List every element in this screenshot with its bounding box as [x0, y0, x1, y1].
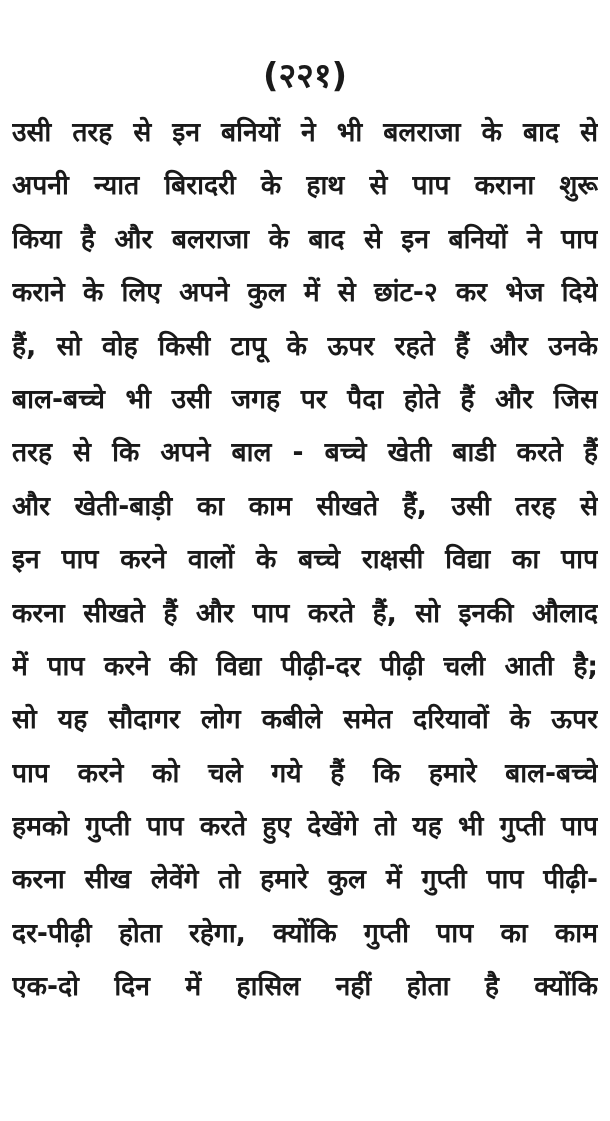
- text-line: और खेती-बाड़ी का काम सीखते हैं, उसी तरह से: [12, 490, 598, 522]
- text-line: उसी तरह से इन बनियों ने भी बलराजा के बाद से: [12, 117, 598, 148]
- text-line: में पाप करने की विद्या पीढ़ी-दर पीढ़ी चली आती है;: [12, 650, 598, 682]
- text-line: पाप करने को चले गये हैं कि हमारे बाल-बच्चे: [12, 757, 598, 789]
- text-line: एक-दो दिन में हासिल नहीं होता है क्योंकि: [12, 971, 598, 1003]
- text-line: दर-पीढ़ी होता रहेगा, क्योंकि गुप्ती पाप का काम: [12, 917, 598, 949]
- text-line: करना सीखते हैं और पाप करते हैं, सो इनकी औलाद: [12, 597, 598, 629]
- text-line: तरह से कि अपने बाल - बच्चे खेती बाडी करते हैं: [12, 437, 598, 469]
- body-text: [12, 106, 598, 1014]
- text-line: कराने के लिए अपने कुल में से छांट-२ कर भेज दिये: [12, 277, 598, 309]
- text-line: हैं, सो वोह किसी टापू के ऊपर रहते हैं और उनके: [12, 330, 598, 362]
- text-line: सो यह सौदागर लोग कबीले समेत दरियावों के ऊपर: [12, 704, 598, 736]
- text-line: हमको गुप्ती पाप करते हुए देखेंगे तो यह भी गुप्ती पाप: [12, 811, 598, 843]
- text-line: अपनी न्यात बिरादरी के हाथ से पाप कराना शुरू: [12, 170, 598, 202]
- text-line: बाल-बच्चे भी उसी जगह पर पैदा होते हैं और जिस: [12, 383, 598, 415]
- text-line: किया है और बलराजा के बाद से इन बनियों ने पाप: [12, 223, 598, 255]
- text-line: इन पाप करने वालों के बच्चे राक्षसी विद्या का पाप: [12, 544, 598, 576]
- page-number: (२२१): [262, 56, 348, 96]
- text-line: करना सीख लेवेंगे तो हमारे कुल में गुप्ती पाप पीढ़ी-: [12, 864, 598, 896]
